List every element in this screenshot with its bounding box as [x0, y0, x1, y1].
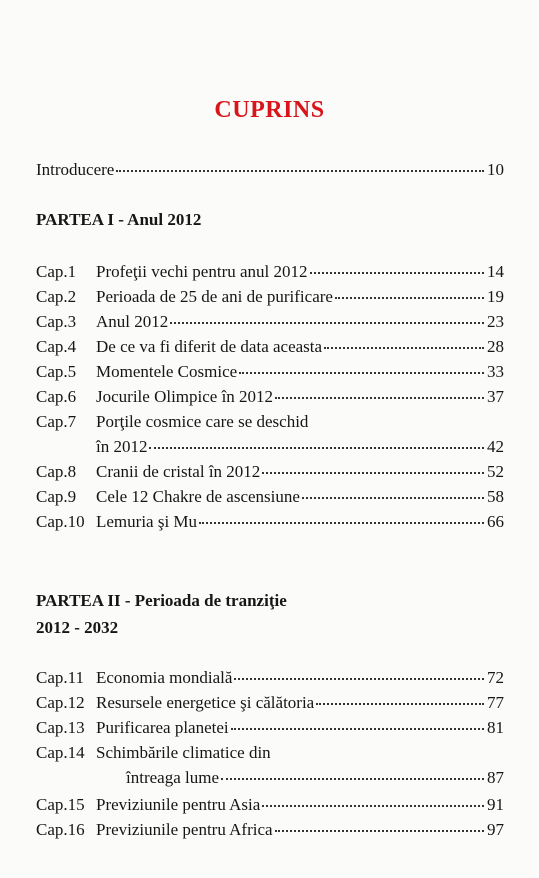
toc-entry[interactable] [36, 337, 504, 357]
chapter-page: 19 [487, 287, 504, 306]
chapter-number: Cap.5 [36, 362, 77, 381]
toc-entry[interactable] [36, 312, 504, 332]
toc-entry-first-line[interactable] [36, 412, 504, 432]
chapter-number: Cap.12 [36, 693, 85, 712]
dot-leader [310, 271, 484, 274]
dot-leader [199, 521, 484, 524]
toc-entry-continuation[interactable] [36, 768, 504, 788]
chapter-number: Cap.14 [36, 743, 85, 762]
entry-page: 10 [487, 160, 504, 179]
chapter-title: Perioada de 25 de ani de purificare [96, 287, 333, 306]
chapter-number: Cap.7 [36, 412, 77, 431]
chapter-title-continued: în 2012 [96, 437, 148, 456]
dot-leader [149, 446, 484, 449]
dot-leader [316, 702, 484, 705]
dot-leader [221, 777, 484, 780]
toc-entry[interactable] [36, 668, 504, 688]
toc-entry[interactable] [36, 512, 504, 532]
toc-entry[interactable] [36, 693, 504, 713]
chapter-page: 52 [487, 462, 504, 481]
page-title: CUPRINS [214, 97, 325, 123]
chapter-title: Economia mondială [96, 668, 233, 687]
chapter-page: 91 [487, 795, 504, 814]
chapter-page: 33 [487, 362, 504, 381]
dot-leader [324, 346, 484, 349]
dot-leader [170, 321, 484, 324]
chapter-number: Cap.2 [36, 287, 77, 306]
chapter-title: Cranii de cristal în 2012 [96, 462, 261, 481]
part-heading: PARTEA II - Perioada de tranziţie [36, 591, 287, 610]
toc-entry-continuation[interactable] [36, 437, 504, 457]
dot-leader [262, 471, 484, 474]
chapter-number: Cap.11 [36, 668, 85, 687]
toc-entry-intro[interactable] [36, 160, 504, 180]
dot-leader [116, 169, 484, 172]
dot-leader [335, 296, 484, 299]
chapter-page: 81 [487, 718, 504, 737]
dot-leader [262, 804, 484, 807]
chapter-number: Cap.13 [36, 718, 85, 737]
toc-entry[interactable] [36, 462, 504, 482]
chapter-number: Cap.10 [36, 512, 85, 531]
toc-entry[interactable] [36, 487, 504, 507]
chapter-title: Previziunile pentru Africa [96, 820, 273, 839]
chapter-title: Porţile cosmice care se deschid [96, 412, 309, 431]
dot-leader [234, 677, 484, 680]
chapter-title: Profeţii vechi pentru anul 2012 [96, 262, 308, 281]
entry-label: Introducere [36, 160, 115, 179]
chapter-title: Previziunile pentru Asia [96, 795, 261, 814]
chapter-number: Cap.8 [36, 462, 77, 481]
toc-entry[interactable] [36, 820, 504, 840]
chapter-page: 14 [487, 262, 504, 281]
chapter-title-continued: întreaga lume [126, 768, 219, 787]
chapter-number: Cap.15 [36, 795, 85, 814]
chapter-title: Purificarea planetei [96, 718, 229, 737]
chapter-number: Cap.16 [36, 820, 85, 839]
chapter-page: 72 [487, 668, 504, 687]
chapter-number: Cap.6 [36, 387, 77, 406]
chapter-page: 37 [487, 387, 504, 406]
dot-leader [275, 396, 484, 399]
toc-entry[interactable] [36, 387, 504, 407]
chapter-number: Cap.9 [36, 487, 77, 506]
dot-leader [239, 371, 484, 374]
chapter-title: Schimbările climatice din [96, 743, 271, 762]
chapter-page: 42 [487, 437, 504, 456]
chapter-page: 77 [487, 693, 504, 712]
chapter-page: 87 [487, 768, 504, 787]
chapter-page: 28 [487, 337, 504, 356]
dot-leader [231, 727, 484, 730]
chapter-title: De ce va fi diferit de data aceasta [96, 337, 323, 356]
toc-entry[interactable] [36, 718, 504, 738]
chapter-page: 58 [487, 487, 504, 506]
toc-entry[interactable] [36, 362, 504, 382]
chapter-number: Cap.1 [36, 262, 77, 281]
chapter-page: 97 [487, 820, 504, 839]
chapter-title: Cele 12 Chakre de ascensiune [96, 487, 300, 506]
chapter-number: Cap.3 [36, 312, 77, 331]
chapter-title: Resursele energetice şi călătoria [96, 693, 315, 712]
chapter-title: Momentele Cosmice [96, 362, 238, 381]
dot-leader [275, 829, 484, 832]
toc-entry[interactable] [36, 287, 504, 307]
toc-entry[interactable] [36, 795, 504, 815]
chapter-page: 23 [487, 312, 504, 331]
toc-entry-first-line[interactable] [36, 743, 504, 763]
toc-entry[interactable] [36, 262, 504, 282]
chapter-title: Jocurile Olimpice în 2012 [96, 387, 274, 406]
part-years: 2012 - 2032 [36, 618, 119, 637]
chapter-page: 66 [487, 512, 504, 531]
chapter-number: Cap.4 [36, 337, 77, 356]
chapter-title: Anul 2012 [96, 312, 169, 331]
chapter-title: Lemuria şi Mu [96, 512, 198, 531]
dot-leader [302, 496, 484, 499]
part-heading: PARTEA I - Anul 2012 [36, 210, 202, 229]
